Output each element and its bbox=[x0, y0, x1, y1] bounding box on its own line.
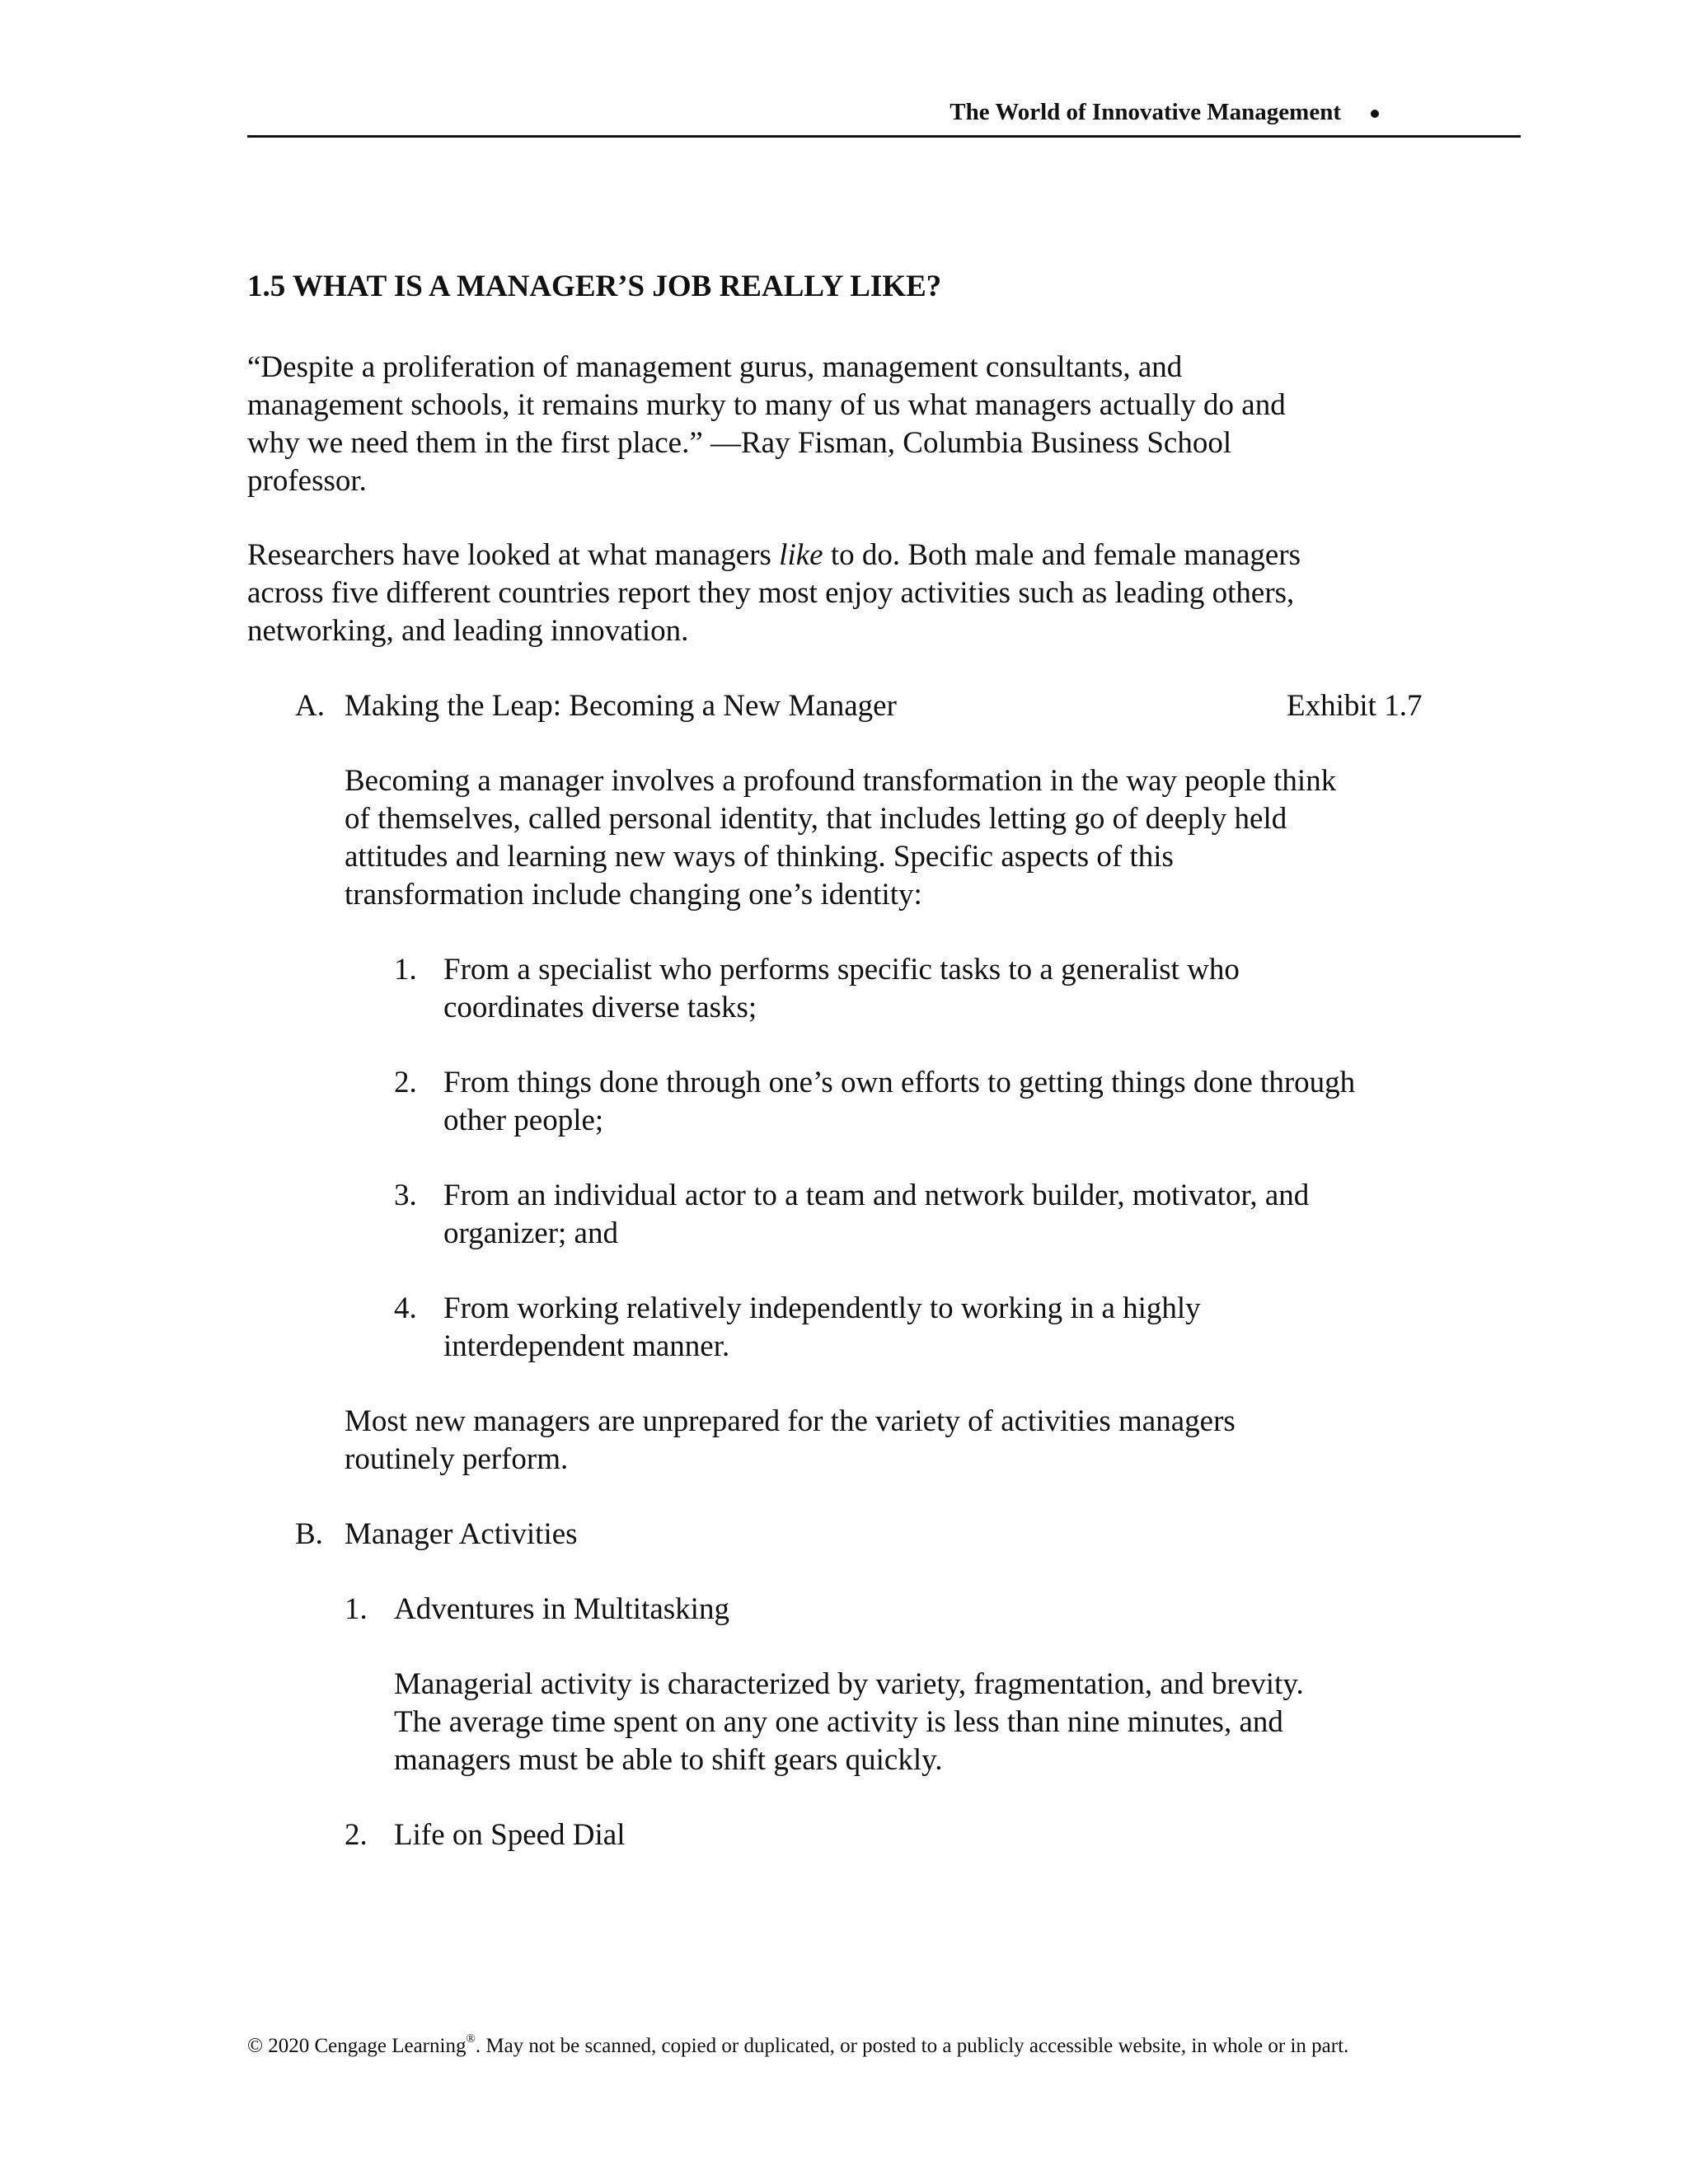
intro-line: transformation include changing one’s identity: bbox=[345, 878, 922, 912]
activity-number: 1. bbox=[345, 1592, 368, 1626]
quote-line: professor. bbox=[247, 464, 367, 498]
research-line: networking, and leading innovation. bbox=[247, 614, 689, 648]
research-line: Researchers have looked at what managers like to do. Both male and female managers bbox=[247, 538, 1301, 572]
section-title: 1.5 WHAT IS A MANAGER’S JOB REALLY LIKE? bbox=[247, 269, 942, 303]
header-bullet-icon bbox=[1371, 110, 1379, 118]
activity-body-line: Managerial activity is characterized by variety, fragmentation, and brevity. bbox=[394, 1667, 1304, 1701]
list-item-number: 4. bbox=[394, 1291, 417, 1325]
running-title: The World of Innovative Management bbox=[950, 99, 1341, 125]
registered-mark: ® bbox=[466, 2032, 476, 2046]
activity-number: 2. bbox=[345, 1818, 368, 1852]
closing-line: routinely perform. bbox=[345, 1442, 569, 1476]
subsection-b-marker: B. bbox=[295, 1517, 323, 1551]
copyright-footer: © 2020 Cengage Learning®. May not be scanned, copied or duplicated, or posted to a publicly accessible website, in whole or in part. bbox=[247, 2032, 1349, 2057]
list-item-number: 2. bbox=[394, 1066, 417, 1099]
list-item-line: From working relatively independently to working in a highly bbox=[443, 1291, 1201, 1325]
list-item-line: From an individual actor to a team and network builder, motivator, and bbox=[443, 1179, 1310, 1212]
activity-title: Life on Speed Dial bbox=[394, 1818, 626, 1852]
running-header bbox=[247, 97, 1521, 138]
subsection-b-title: Manager Activities bbox=[345, 1517, 578, 1551]
intro-line: attitudes and learning new ways of thinking. Specific aspects of this bbox=[345, 840, 1174, 874]
activity-title: Adventures in Multitasking bbox=[394, 1592, 729, 1626]
subsection-a-title: Making the Leap: Becoming a New Manager bbox=[345, 689, 897, 723]
list-item-line: interdependent manner. bbox=[443, 1329, 730, 1363]
intro-line: Becoming a manager involves a profound transformation in the way people think bbox=[345, 764, 1337, 798]
list-item-line: From things done through one’s own efforts to getting things done through bbox=[443, 1066, 1356, 1099]
subsection-a-marker: A. bbox=[295, 689, 325, 723]
emphasis-like: like bbox=[779, 538, 823, 572]
list-item-line: coordinates diverse tasks; bbox=[443, 991, 757, 1024]
quote-line: why we need them in the first place.” —Ray Fisman, Columbia Business School bbox=[247, 426, 1232, 460]
list-item-number: 3. bbox=[394, 1179, 417, 1212]
closing-line: Most new managers are unprepared for the variety of activities managers bbox=[345, 1404, 1236, 1438]
activity-body-line: The average time spent on any one activity is less than nine minutes, and bbox=[394, 1705, 1283, 1739]
intro-line: of themselves, called personal identity, that includes letting go of deeply held bbox=[345, 802, 1287, 836]
list-item-line: From a specialist who performs specific tasks to a generalist who bbox=[443, 953, 1240, 987]
activity-body-line: managers must be able to shift gears quickly. bbox=[394, 1743, 943, 1777]
quote-line: “Despite a proliferation of management gurus, management consultants, and bbox=[247, 350, 1183, 384]
research-line: across five different countries report they most enjoy activities such as leading others, bbox=[247, 576, 1295, 610]
list-item-line: organizer; and bbox=[443, 1216, 618, 1250]
quote-line: management schools, it remains murky to many of us what managers actually do and bbox=[247, 388, 1286, 422]
exhibit-reference: Exhibit 1.7 bbox=[1287, 689, 1423, 723]
list-item-number: 1. bbox=[394, 953, 417, 987]
list-item-line: other people; bbox=[443, 1104, 604, 1137]
